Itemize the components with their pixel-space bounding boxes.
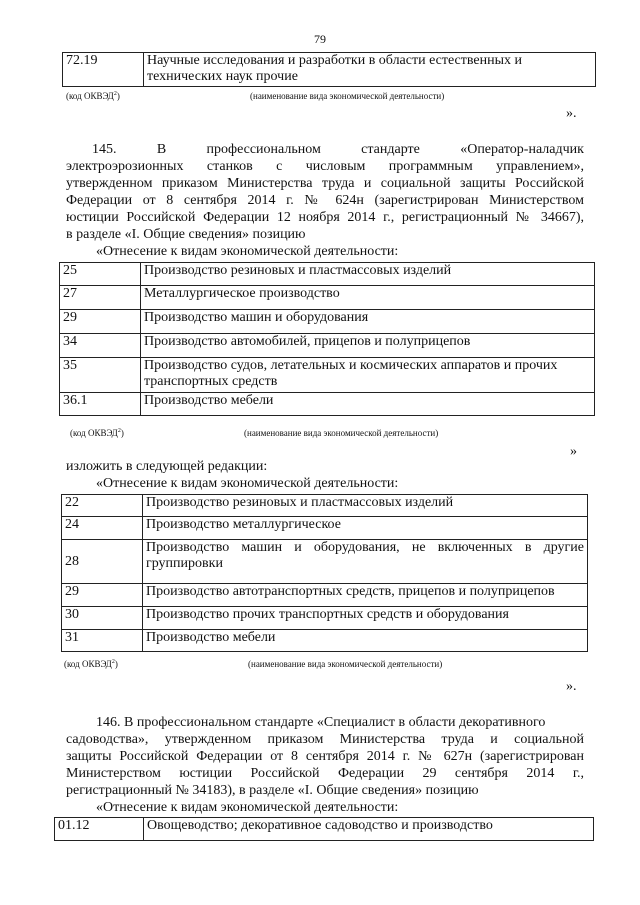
okved-code: 31 [62, 630, 143, 652]
para-145-line-5: юстиции Российской Федерации 12 ноября 2014 г., регистрационный № 34667), [66, 210, 584, 225]
okved-code: 01.12 [55, 818, 144, 841]
activity-name: Производство автомобилей, прицепов и полуприцепов [141, 334, 595, 358]
table-row [60, 358, 595, 393]
code-label: (код ОКВЭД$^2$) [66, 91, 120, 101]
relation-heading: «Отнесение к видам экономической деятельности: [96, 244, 399, 259]
name-label: (наименование вида экономической деятельности) [250, 91, 445, 101]
table-row [62, 630, 588, 652]
table-row [62, 607, 588, 630]
page-number: 79 [314, 32, 326, 46]
activity-name: Производство мебели [141, 393, 595, 416]
para-145-line-6: в разделе «I. Общие сведения» позицию [66, 227, 306, 242]
name-label: (наименование вида экономической деятельности) [244, 428, 439, 438]
code-label: (код ОКВЭД$^2$) [70, 428, 124, 438]
para-146-line-2: садоводства», утвержденном приказом Министерства труда и социальной [66, 732, 584, 747]
code-label: (код ОКВЭД$^2$) [64, 659, 118, 669]
para-146-line-1: 146. В профессиональном стандарте «Специалист в области декоративного [96, 715, 546, 730]
table-row [62, 540, 588, 584]
table-row [62, 584, 588, 607]
activity-name: Производство прочих транспортных средств и оборудования [143, 607, 588, 630]
okved-code: 36.1 [60, 393, 141, 416]
activity-name: Производство судов, летательных и космических аппаратов и прочих транспортных средств [141, 358, 595, 393]
table-row [55, 818, 594, 841]
activity-name: Производство металлургическое [143, 517, 588, 540]
activity-name: Производство машин и оборудования [141, 310, 595, 334]
okved-code: 30 [62, 607, 143, 630]
para-145-line-3: утвержденном приказом Министерства труда и социальной защиты Российской [66, 176, 584, 191]
relation-heading: «Отнесение к видам экономической деятельности: [96, 476, 399, 491]
okved-code: 72.19 [63, 53, 144, 87]
okved-code: 34 [60, 334, 141, 358]
table-row [60, 263, 595, 286]
okved-table-old [59, 262, 595, 416]
relation-heading: «Отнесение к видам экономической деятельности: [96, 800, 399, 815]
para-146-line-3: защиты Российской Федерации от 8 сентября 2014 г. № 627н (зарегистрирован [66, 749, 584, 764]
activity-name: Металлургическое производство [141, 286, 595, 310]
activity-name: Овощеводство; декоративное садоводство и производство [144, 818, 594, 841]
activity-name: Научные исследования и разработки в области естественных и технических наук прочие [144, 53, 596, 87]
okved-code: 29 [62, 584, 143, 607]
okved-code: 25 [60, 263, 141, 286]
quote-close: ». [566, 679, 577, 694]
activity-name: Производство мебели [143, 630, 588, 652]
table-row [60, 286, 595, 310]
activity-name: Производство резиновых и пластмассовых изделий [143, 495, 588, 517]
okved-table-new [61, 494, 588, 652]
state-text: изложить в следующей редакции: [66, 459, 268, 474]
table-row [62, 517, 588, 540]
table-row [60, 393, 595, 416]
table-row [60, 334, 595, 358]
okved-code: 29 [60, 310, 141, 334]
okved-code: 22 [62, 495, 143, 517]
okved-code: 28 [62, 540, 143, 584]
table-row [63, 53, 596, 87]
para-146-line-5: регистрационный № 34183), в разделе «I. Общие сведения» позицию [66, 783, 479, 798]
okved-code: 24 [62, 517, 143, 540]
para-145-line-2: электроэрозионных станков с числовым программным управлением», [66, 159, 584, 174]
activity-name: Производство резиновых и пластмассовых изделий [141, 263, 595, 286]
activity-name: Производство автотранспортных средств, прицепов и полуприцепов [143, 584, 588, 607]
okved-table-2 [54, 817, 594, 841]
quote-close: » [570, 444, 577, 459]
quote-close: ». [566, 106, 577, 121]
okved-table-1 [62, 52, 596, 87]
table-row [60, 310, 595, 334]
name-label: (наименование вида экономической деятельности) [248, 659, 443, 669]
para-145-line-1: 145. В профессиональном стандарте «Оператор-наладчик [92, 142, 584, 157]
para-145-line-4: Федерации от 8 сентября 2014 г. № 624н (зарегистрирован Министерством [66, 193, 584, 208]
okved-code: 27 [60, 286, 141, 310]
activity-name: Производство машин и оборудования, не включенных в другие группировки [143, 540, 588, 584]
table-row [62, 495, 588, 517]
para-146-line-4: Министерством юстиции Российской Федерации 29 сентября 2014 г., [66, 766, 584, 781]
okved-code: 35 [60, 358, 141, 393]
